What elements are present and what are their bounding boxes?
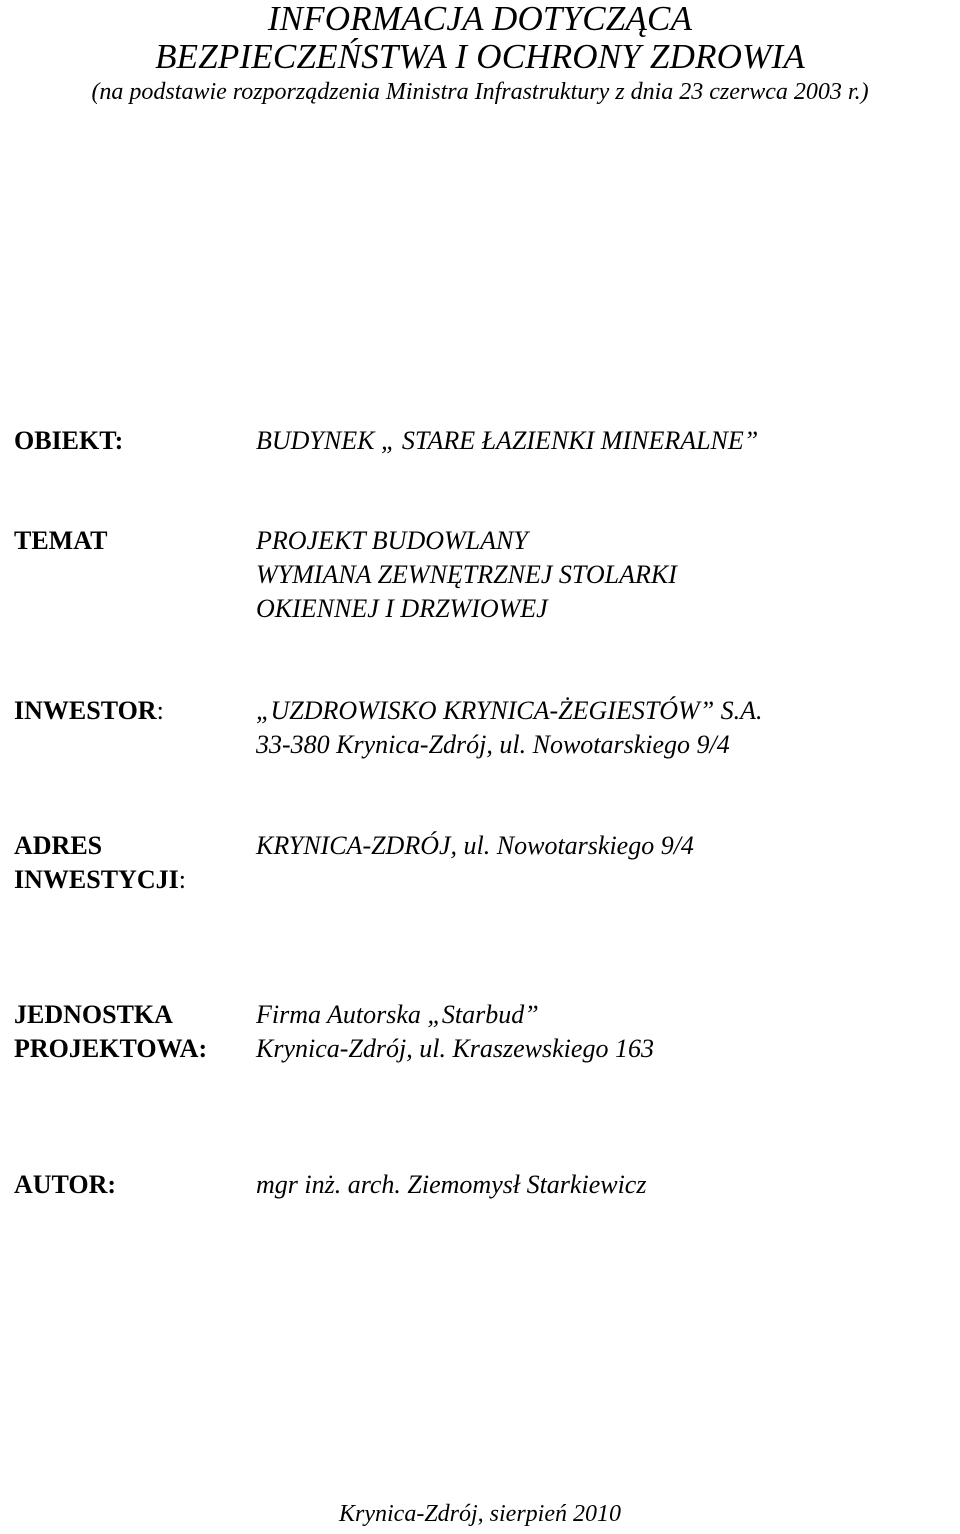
temat-line: OKIENNEJ I DRZWIOWEJ <box>256 594 548 623</box>
document-title-line-2: BEZPIECZEŃSTWA I OCHRONY ZDROWIA <box>155 37 805 76</box>
place-date: Krynica-Zdrój, sierpień 2010 <box>339 1501 621 1527</box>
document-title-line-1: INFORMACJA DOTYCZĄCA <box>267 0 693 38</box>
temat-label: TEMAT <box>14 526 108 555</box>
temat-line: PROJEKT BUDOWLANY <box>256 526 528 555</box>
temat-line: WYMIANA ZEWNĘTRZNEJ STOLARKI <box>256 560 677 589</box>
document-header <box>0 0 960 106</box>
jednostka-label: JEDNOSTKA PROJEKTOWA: <box>14 1000 208 1063</box>
adres-value: KRYNICA-ZDRÓJ, ul. Nowotarskiego 9/4 <box>256 831 694 860</box>
inwestor-line: „UZDROWISKO KRYNICA-ŻEGIESTÓW” S.A. <box>256 696 763 725</box>
adres-label: ADRES INWESTYCJI: <box>14 831 186 894</box>
document-subtitle: (na podstawie rozporządzenia Ministra Infrastruktury z dnia 23 czerwca 2003 r.) <box>91 79 869 105</box>
inwestor-label: INWESTOR: <box>14 696 164 725</box>
autor-label: AUTOR: <box>14 1170 117 1199</box>
autor-value: mgr inż. arch. Ziemomysł Starkiewicz <box>256 1170 647 1199</box>
jednostka-value <box>256 998 654 1066</box>
obiekt-value: BUDYNEK „ STARE ŁAZIENKI MINERALNE” <box>256 426 759 455</box>
jednostka-line: Krynica-Zdrój, ul. Kraszewskiego 163 <box>256 1034 654 1063</box>
temat-value <box>256 524 677 626</box>
inwestor-value <box>256 694 763 762</box>
jednostka-line: Firma Autorska „Starbud” <box>256 1000 539 1029</box>
obiekt-label: OBIEKT: <box>14 426 124 455</box>
inwestor-line: 33-380 Krynica-Zdrój, ul. Nowotarskiego 9/4 <box>256 730 730 759</box>
